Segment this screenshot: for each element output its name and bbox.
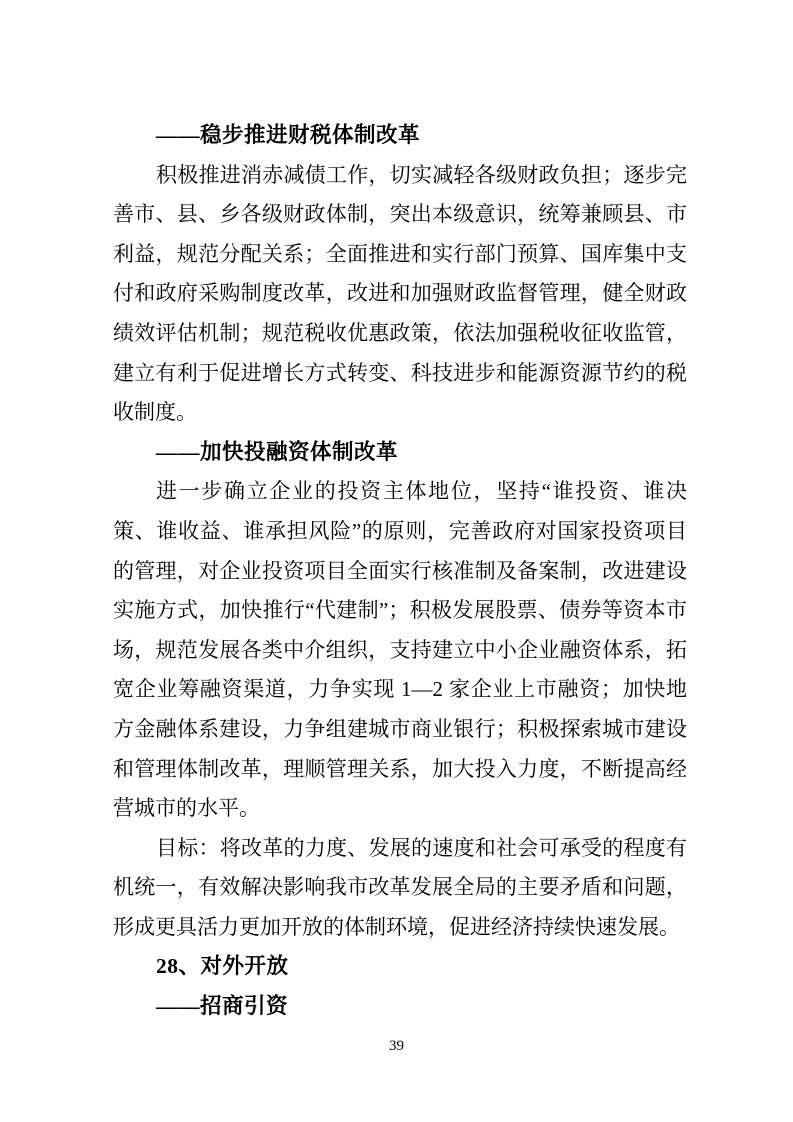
page-number: 39 bbox=[389, 1038, 404, 1054]
paragraph-goal: 目标：将改革的力度、发展的速度和社会可承受的程度有机统一，有效解决影响我市改革发展全局的主要矛盾和问题，形成更具活力更加开放的体制环境，促进经济持续快速发展。 bbox=[113, 835, 687, 939]
heading-investment-attraction: ——招商引资 bbox=[156, 994, 289, 1019]
heading-investment-financing-reform: ——加快投融资体制改革 bbox=[156, 439, 399, 464]
heading-fiscal-tax-reform: ——稳步推进财税体制改革 bbox=[156, 123, 421, 147]
paragraph-investment-financing-body: 进一步确立企业的投资主体地位，坚持“谁投资、谁决策、谁收益、谁承担风险”的原则，完善政府对国家投资项目的管理，对企业投资项目全面实行核准制及备案制，改进建设实施方式，加快推行“代建制”；积极发展股票、债券等资本市场，规范发展各类中介组织，支持建立中小企业融资体系，拓宽企业筹融资渠道，力争实现 1—2 家企业上市融资；加快地方金融体系建设，力争组建城市商业银行；积极探索城市建设和管理体制改革，理顺管理关系，加大投入力度，不断提高经营城市的水平。 bbox=[113, 479, 687, 821]
paragraph-fiscal-tax-body: 积极推进消赤减债工作，切实减轻各级财政负担；逐步完善市、县、乡各级财政体制，突出本级意识，统筹兼顾县、市利益，规范分配关系；全面推进和实行部门预算、国库集中支付和政府采购制度改革，改进和加强财政监督管理，健全财政绩效评估机制；规范税收优惠政策，依法加强税收征收监管，建立有利于促进增长方式转变、科技进步和能源资源节约的税收制度。 bbox=[113, 162, 687, 425]
text-block bbox=[113, 116, 687, 1027]
heading-section-28-opening-up: 28、对外开放 bbox=[156, 954, 289, 979]
